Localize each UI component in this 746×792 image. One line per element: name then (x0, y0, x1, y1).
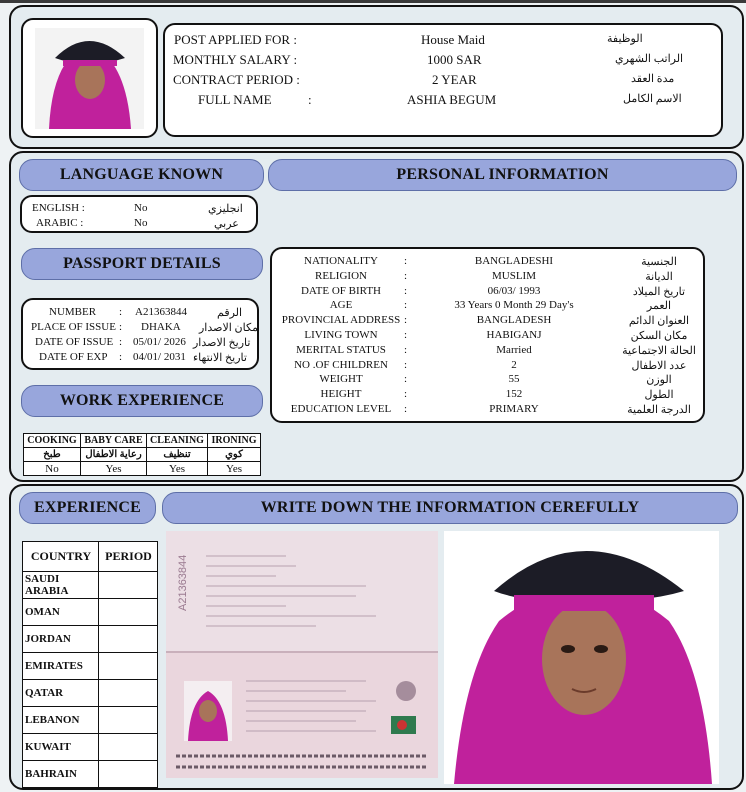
personal-info-value: BANGLADESHI (474, 255, 554, 267)
personal-info-value: MUSLIM (491, 269, 536, 282)
cooking-value: No (24, 462, 81, 476)
personal-info-label: NO .OF CHILDREN (294, 358, 388, 371)
contract-period-label: CONTRACT PERIOD : (173, 72, 300, 87)
full-name-value: ASHIA BEGUM (407, 92, 497, 107)
personal-info-label: EDUCATION LEVEL (290, 403, 392, 415)
work-experience-header: WORK EXPERIENCE (21, 385, 263, 417)
monthly-salary-value: 1000 SAR (427, 52, 482, 67)
personal-info-label: AGE (329, 299, 353, 312)
post-applied-value: House Maid (421, 32, 485, 47)
personal-info-value: 33 Years 0 Month 29 Day's (454, 299, 574, 312)
language-box (20, 195, 258, 233)
experience-header: EXPERIENCE (19, 492, 156, 524)
personal-info-value: HABIGANJ (486, 329, 542, 341)
period-cell[interactable] (99, 707, 158, 734)
date-of-exp-value: 04/01/ 2031 (133, 351, 186, 363)
cleaning-arabic: تنظيف (147, 448, 208, 462)
personal-info-colon: : (404, 343, 408, 356)
english-value: No (134, 202, 148, 214)
country-cell: JORDAN (23, 626, 99, 653)
cleaning-value: Yes (147, 462, 208, 476)
profile-photo-frame (21, 18, 158, 138)
personal-info-label: LIVING TOWN (304, 329, 378, 341)
passport-details-header: PASSPORT DETAILS (21, 248, 263, 280)
personal-info-arabic: تاريخ الميلاد (632, 285, 686, 298)
full-name-arabic: الاسم الكامل (623, 93, 682, 105)
top-strip (0, 0, 746, 3)
country-cell: BAHRAIN (23, 761, 99, 788)
personal-info-colon: : (404, 299, 408, 312)
job-summary-box (163, 23, 723, 137)
period-cell[interactable] (99, 680, 158, 707)
write-down-notice: WRITE DOWN THE INFORMATION CEREFULLY (162, 492, 738, 524)
country-cell: SAUDI ARABIA (23, 572, 99, 599)
language-known-header: LANGUAGE KNOWN (19, 159, 264, 191)
ironing-header: IRONING (208, 434, 261, 448)
svg-text:A21363844: A21363844 (177, 554, 189, 611)
personal-info-colon: : (404, 388, 408, 401)
personal-info-arabic: مكان السكن (630, 330, 688, 342)
country-cell: EMIRATES (23, 653, 99, 680)
contract-period-arabic: مدة العقد (631, 73, 675, 85)
personal-info-label: RELIGION (315, 269, 367, 282)
work-experience-table (23, 433, 261, 476)
place-of-issue-arabic: مكان الاصدار (199, 322, 258, 334)
date-of-issue-colon: : (119, 336, 123, 348)
personal-info-arabic: العمر (646, 300, 672, 313)
personal-info-label: WEIGHT (319, 373, 363, 386)
personal-info-label: DATE OF BIRTH (300, 284, 381, 297)
cleaning-header: CLEANING (147, 434, 208, 448)
arabic-label: ARABIC : (36, 217, 84, 229)
contract-period-value: 2 YEAR (432, 72, 477, 87)
header-panel (9, 5, 744, 149)
monthly-salary-arabic: الراتب الشهري (615, 53, 684, 65)
full-name-colon: : (308, 92, 312, 107)
personal-info-arabic: الوزن (646, 374, 672, 387)
post-applied-arabic: الوظيفة (607, 33, 643, 45)
passport-number-label: NUMBER (49, 306, 97, 318)
period-cell[interactable] (99, 599, 158, 626)
cooking-header: COOKING (24, 434, 81, 448)
post-applied-label: POST APPLIED FOR : (174, 32, 297, 47)
personal-info-arabic: الدرجة العلمية (627, 404, 691, 416)
personal-info-arabic: الطول (644, 389, 674, 402)
country-cell: QATAR (23, 680, 99, 707)
arabic-value: No (134, 217, 148, 229)
personal-info-colon: : (404, 284, 408, 297)
experience-table (22, 541, 158, 788)
middle-panel (9, 151, 744, 482)
personal-info-arabic: عدد الاطفال (631, 359, 687, 372)
baby-care-value: Yes (81, 462, 147, 476)
personal-info-arabic: الحالة الاجتماعية (622, 344, 696, 357)
personal-info-colon: : (404, 329, 408, 341)
period-cell[interactable] (99, 626, 158, 653)
place-of-issue-label: PLACE OF ISSUE (31, 321, 116, 333)
work-experience-table-wrap (23, 433, 261, 476)
personal-info-colon: : (404, 269, 408, 282)
english-arabic: انجليزي (208, 203, 243, 215)
ironing-arabic: كوي (208, 448, 261, 462)
date-of-issue-value: 05/01/ 2026 (133, 336, 186, 348)
personal-info-arabic: الديانة (645, 270, 673, 283)
personal-info-value: 152 (505, 388, 523, 401)
bottom-panel (9, 484, 744, 790)
date-of-issue-arabic: تاريخ الاصدار (193, 337, 251, 349)
personal-info-label: PROVINCIAL ADDRESS (281, 314, 401, 327)
personal-info-label: HEIGHT (320, 388, 362, 401)
passport-scan-image (166, 531, 438, 778)
personal-info-colon: : (404, 373, 408, 386)
date-of-exp-colon: : (119, 351, 123, 363)
place-of-issue-value: DHAKA (141, 321, 181, 333)
personal-info-colon: : (404, 358, 408, 371)
personal-info-value: 06/03/ 1993 (487, 284, 541, 297)
arabic-arabic: عربي (214, 218, 239, 230)
personal-information-header: PERSONAL INFORMATION (268, 159, 737, 191)
date-of-issue-label: DATE OF ISSUE (35, 336, 114, 348)
ironing-value: Yes (208, 462, 261, 476)
baby-care-header: BABY CARE (81, 434, 147, 448)
full-name-label: FULL NAME (198, 92, 272, 107)
period-cell[interactable] (99, 653, 158, 680)
passport-box (21, 298, 259, 370)
personal-info-arabic: الجنسية (641, 256, 677, 268)
applicant-full-photo (444, 531, 719, 784)
country-cell: OMAN (23, 599, 99, 626)
experience-table-wrap (22, 541, 158, 788)
cooking-arabic: طبخ (24, 448, 81, 462)
period-column-header: PERIOD (99, 542, 158, 572)
personal-info-value: 2 (511, 358, 517, 371)
personal-info-box (270, 247, 705, 423)
personal-info-value: BANGLADESH (476, 314, 552, 327)
personal-info-value: Married (496, 343, 532, 356)
date-of-exp-label: DATE OF EXP (39, 351, 108, 363)
passport-number-arabic: الرقم (217, 307, 243, 319)
personal-info-value: 55 (508, 373, 520, 386)
passport-number-value: A21363844 (135, 306, 187, 318)
baby-care-arabic: رعاية الاطفال (81, 448, 147, 462)
personal-info-label: MERITAL STATUS (296, 343, 386, 356)
english-label: ENGLISH : (32, 202, 85, 214)
personal-info-label: NATIONALITY (304, 255, 378, 267)
personal-info-value: PRIMARY (489, 403, 539, 415)
personal-info-colon: : (404, 403, 408, 415)
place-of-issue-colon: : (119, 321, 123, 333)
personal-info-arabic: العنوان الدائم (628, 315, 690, 328)
monthly-salary-label: MONTHLY SALARY : (173, 52, 298, 67)
country-cell: KUWAIT (23, 734, 99, 761)
personal-info-colon: : (404, 255, 408, 267)
personal-info-colon: : (404, 314, 408, 327)
date-of-exp-arabic: تاريخ الانتهاء (193, 352, 247, 364)
passport-number-colon: : (119, 306, 123, 318)
period-cell[interactable] (99, 761, 158, 788)
country-column-header: COUNTRY (23, 542, 99, 572)
period-cell[interactable] (99, 572, 158, 599)
period-cell[interactable] (99, 734, 158, 761)
profile-photo (35, 28, 144, 129)
country-cell: LEBANON (23, 707, 99, 734)
